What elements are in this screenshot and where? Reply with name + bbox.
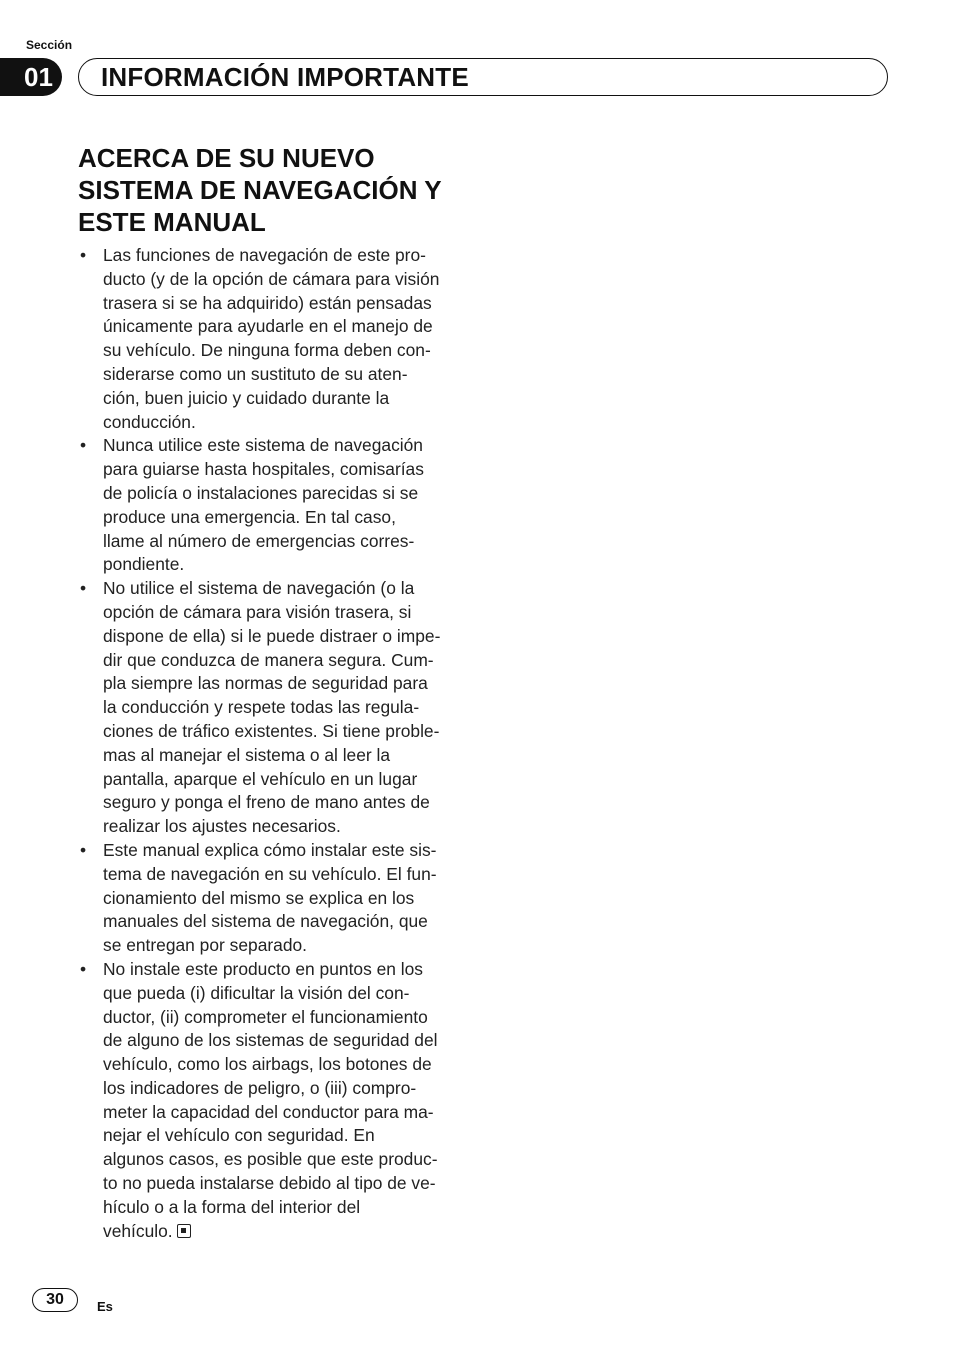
bullet-text: Este manual explica cómo instalar este sis- tema de navegación en su vehículo. El fun- cionamiento del mismo se explica en los manuales del sistema de navegación, que se entregan por separado.: [103, 839, 437, 956]
main-heading-line: SISTEMA DE NAVEGACIÓN Y: [78, 175, 442, 205]
bullet-dot: •: [80, 839, 87, 860]
list-item: [78, 958, 470, 1244]
section-title: INFORMACIÓN IMPORTANTE: [101, 62, 469, 92]
main-heading-line: ACERCA DE SU NUEVO: [78, 143, 375, 173]
main-heading-line: ESTE MANUAL: [78, 207, 266, 237]
language-code: Es: [97, 1299, 113, 1314]
bullet-text: Las funciones de navegación de este pro- ducto (y de la opción de cámara para visión trasera si se ha adquirido) están pensadas únicamente para ayudarle en el manejo de su vehículo. De ninguna forma deben con- siderarse como un sustituto de su aten- ción, buen juicio y cuidado durante la conducción.: [103, 245, 440, 432]
list-item: [78, 434, 470, 577]
section-title-box: [78, 58, 888, 96]
bullet-text: No instale este producto en puntos en los que pueda (i) dificultar la visión del con- ductor, (ii) comprometer el funcionamiento de alguno de los sistemas de seguridad del vehículo, como los airbags, los botones de los indicadores de peligro, o (iii) compro- meter la capacidad del conductor para ma- nejar el vehículo con seguridad. En algunos casos, es posible que este produc- to no pueda instalarse debido al tipo de ve- hículo o a la forma del interior del vehículo.: [103, 958, 438, 1241]
list-item: [78, 244, 470, 434]
bullet-dot: •: [80, 578, 87, 599]
page-number: 30: [32, 1288, 78, 1312]
bullet-dot: •: [80, 958, 87, 979]
section-number: 01: [0, 58, 62, 96]
list-item: [78, 577, 470, 839]
bullet-dot: •: [80, 245, 87, 265]
stop-square-icon: [177, 1224, 191, 1238]
section-label: Sección: [26, 38, 73, 52]
main-heading: [78, 142, 478, 238]
bullet-text: No utilice el sistema de navegación (o la opción de cámara para visión trasera, si dispone de ella) si le puede distraer o impe- dir que conduzca de manera segura. Cum- pla siempre las normas de seguridad para la conducción y respete todas las regula- ciones de tráfico existentes. Si tiene proble- mas al manejar el sistema o al leer la pantalla, aparque el vehículo en un lugar seguro y ponga el freno de mano antes de realizar los ajustes necesarios.: [103, 578, 441, 837]
bullet-dot: •: [80, 435, 87, 456]
bullet-list: [78, 244, 470, 1243]
bullet-text: Nunca utilice este sistema de navegación para guiarse hasta hospitales, comisarías de policía o instalaciones parecidas si se produce una emergencia. En tal caso, llame al número de emergencias corres- pondiente.: [103, 435, 424, 575]
list-item: [78, 839, 470, 958]
